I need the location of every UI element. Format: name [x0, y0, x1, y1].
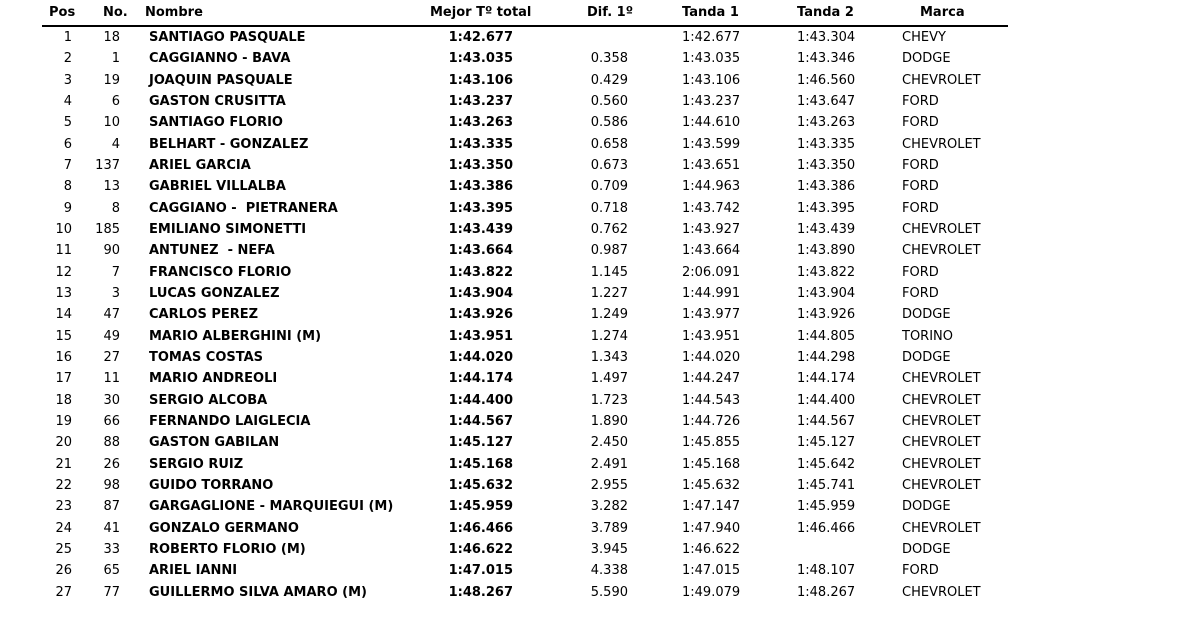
row-best-time: 1:44.174 [448, 371, 513, 387]
row-driver-name: GUIDO TORRANO [149, 477, 274, 493]
row-brand: FORD [902, 264, 939, 280]
row-best-time: 1:45.168 [448, 456, 513, 472]
row-driver-name: CAGGIANNO - BAVA [149, 51, 291, 67]
row-best-time: 1:46.622 [448, 541, 513, 557]
row-pos: 3 [63, 72, 72, 88]
row-brand: CHEVROLET [902, 456, 981, 472]
row-number: 4 [111, 136, 120, 152]
row-tanda2: 1:44.400 [797, 392, 856, 408]
row-diff: 3.789 [590, 520, 628, 536]
row-diff: 1.343 [590, 349, 628, 365]
row-tanda1: 1:44.543 [682, 392, 741, 408]
row-driver-name: EMILIANO SIMONETTI [149, 221, 307, 237]
row-driver-name: MARIO ANDREOLI [149, 371, 278, 387]
row-diff: 3.282 [590, 499, 628, 515]
row-tanda2: 1:43.346 [797, 51, 856, 67]
table-row [0, 518, 1200, 539]
row-number: 77 [103, 584, 120, 600]
row-diff: 1.249 [590, 307, 628, 323]
row-best-time: 1:43.035 [448, 51, 513, 67]
row-diff: 4.338 [590, 563, 628, 579]
row-pos: 27 [55, 584, 72, 600]
row-best-time: 1:45.127 [448, 435, 513, 451]
row-best-time: 1:44.020 [448, 349, 513, 365]
row-best-time: 1:43.335 [448, 136, 513, 152]
row-driver-name: TOMAS COSTAS [149, 349, 264, 365]
row-diff: 5.590 [590, 584, 628, 600]
table-row [0, 432, 1200, 453]
row-pos: 24 [55, 520, 72, 536]
row-tanda2: 1:45.741 [797, 477, 856, 493]
row-tanda2: 1:44.805 [797, 328, 856, 344]
table-row [0, 454, 1200, 475]
row-number: 27 [103, 349, 120, 365]
row-best-time: 1:43.386 [448, 179, 513, 195]
table-row [0, 368, 1200, 389]
row-number: 10 [103, 115, 120, 131]
table-row [0, 560, 1200, 581]
table-row [0, 112, 1200, 133]
row-pos: 22 [55, 477, 72, 493]
row-best-time: 1:44.567 [448, 413, 513, 429]
row-number: 11 [103, 371, 120, 387]
row-diff: 1.497 [590, 371, 628, 387]
header-tanda1: Tanda 1 [682, 5, 739, 20]
row-driver-name: GUILLERMO SILVA AMARO (M) [149, 584, 367, 600]
row-driver-name: ROBERTO FLORIO (M) [149, 541, 306, 557]
row-driver-name: ANTUNEZ - NEFA [149, 243, 275, 259]
row-tanda2: 1:45.642 [797, 456, 856, 472]
row-tanda1: 1:44.991 [682, 285, 741, 301]
row-pos: 8 [63, 179, 72, 195]
row-brand: CHEVROLET [902, 392, 981, 408]
row-pos: 19 [55, 413, 72, 429]
table-row [0, 347, 1200, 368]
row-tanda1: 1:43.951 [682, 328, 741, 344]
row-tanda2: 1:43.904 [797, 285, 856, 301]
row-number: 26 [103, 456, 120, 472]
row-tanda2: 1:43.439 [797, 221, 856, 237]
row-diff: 2.450 [590, 435, 628, 451]
row-tanda2: 1:43.890 [797, 243, 856, 259]
row-pos: 1 [63, 30, 72, 45]
row-driver-name: GASTON GABILAN [149, 435, 280, 451]
row-tanda1: 1:47.147 [682, 499, 741, 515]
row-diff: 0.987 [590, 243, 628, 259]
table-row [0, 390, 1200, 411]
row-best-time: 1:43.822 [448, 264, 513, 280]
row-number: 185 [95, 221, 120, 237]
row-pos: 17 [55, 371, 72, 387]
row-driver-name: GARGAGLIONE - MARQUIEGUI (M) [149, 499, 394, 515]
row-number: 33 [103, 541, 120, 557]
row-brand: CHEVROLET [902, 413, 981, 429]
header-pos: Pos [49, 5, 76, 20]
row-driver-name: LUCAS GONZALEZ [149, 285, 280, 301]
row-diff: 0.429 [590, 72, 628, 88]
row-pos: 26 [55, 563, 72, 579]
table-row [0, 48, 1200, 69]
table-row [0, 262, 1200, 283]
row-tanda2: 1:46.466 [797, 520, 856, 536]
row-number: 6 [111, 93, 120, 109]
row-driver-name: BELHART - GONZALEZ [149, 136, 309, 152]
table-row [0, 475, 1200, 496]
row-number: 98 [103, 477, 120, 493]
row-best-time: 1:43.904 [448, 285, 513, 301]
table-row [0, 411, 1200, 432]
row-driver-name: SANTIAGO FLORIO [149, 115, 283, 131]
row-tanda1: 1:43.651 [682, 157, 741, 173]
row-tanda1: 1:45.632 [682, 477, 741, 493]
row-best-time: 1:43.237 [448, 93, 513, 109]
row-driver-name: SERGIO RUIZ [149, 456, 244, 472]
row-tanda2: 1:44.567 [797, 413, 856, 429]
row-pos: 4 [63, 93, 72, 109]
row-best-time: 1:47.015 [448, 563, 513, 579]
row-tanda1: 1:49.079 [682, 584, 741, 600]
row-tanda1: 1:43.035 [682, 51, 741, 67]
row-driver-name: GONZALO GERMANO [149, 520, 299, 536]
row-brand: CHEVROLET [902, 243, 981, 259]
table-row [0, 240, 1200, 261]
row-brand: CHEVROLET [902, 520, 981, 536]
row-number: 7 [111, 264, 120, 280]
row-brand: FORD [902, 563, 939, 579]
row-best-time: 1:46.466 [448, 520, 513, 536]
table-row [0, 198, 1200, 219]
row-diff: 0.673 [590, 157, 628, 173]
row-number: 18 [103, 30, 120, 45]
table-row [0, 27, 1200, 48]
row-number: 65 [103, 563, 120, 579]
row-tanda1: 1:43.977 [682, 307, 741, 323]
row-brand: FORD [902, 200, 939, 216]
header-diff: Dif. 1º [587, 5, 634, 20]
row-best-time: 1:43.439 [448, 221, 513, 237]
row-pos: 11 [55, 243, 72, 259]
row-tanda2: 1:43.386 [797, 179, 856, 195]
row-number: 3 [111, 285, 120, 301]
row-pos: 6 [63, 136, 72, 152]
row-tanda1: 1:43.106 [682, 72, 741, 88]
row-pos: 18 [55, 392, 72, 408]
table-row [0, 134, 1200, 155]
row-driver-name: SERGIO ALCOBA [149, 392, 268, 408]
header-name: Nombre [145, 5, 203, 20]
row-tanda2: 1:43.395 [797, 200, 856, 216]
row-best-time: 1:45.959 [448, 499, 513, 515]
row-brand: DODGE [902, 51, 951, 67]
row-tanda1: 1:43.742 [682, 200, 741, 216]
row-pos: 12 [55, 264, 72, 280]
row-tanda2: 1:43.335 [797, 136, 856, 152]
row-pos: 10 [55, 221, 72, 237]
row-number: 47 [103, 307, 120, 323]
row-number: 1 [111, 51, 120, 67]
row-tanda1: 1:44.610 [682, 115, 741, 131]
row-tanda2: 1:46.560 [797, 72, 856, 88]
table-row [0, 283, 1200, 304]
table-row [0, 539, 1200, 560]
header-brand: Marca [920, 5, 965, 20]
row-driver-name: CAGGIANO - PIETRANERA [149, 200, 338, 216]
row-diff: 0.718 [590, 200, 628, 216]
row-brand: FORD [902, 115, 939, 131]
table-row [0, 326, 1200, 347]
row-pos: 20 [55, 435, 72, 451]
row-tanda2: 1:44.298 [797, 349, 856, 365]
row-diff: 1.227 [590, 285, 628, 301]
row-driver-name: GASTON CRUSITTA [149, 93, 286, 109]
row-tanda2: 1:45.959 [797, 499, 856, 515]
row-number: 41 [103, 520, 120, 536]
row-brand: FORD [902, 285, 939, 301]
row-brand: CHEVY [902, 30, 946, 45]
row-tanda1: 1:43.664 [682, 243, 741, 259]
row-best-time: 1:48.267 [448, 584, 513, 600]
row-best-time: 1:45.632 [448, 477, 513, 493]
row-diff: 1.890 [590, 413, 628, 429]
row-diff: 1.723 [590, 392, 628, 408]
table-row [0, 176, 1200, 197]
row-diff: 2.491 [590, 456, 628, 472]
row-brand: CHEVROLET [902, 371, 981, 387]
row-best-time: 1:43.926 [448, 307, 513, 323]
row-number: 19 [103, 72, 120, 88]
row-tanda2: 1:44.174 [797, 371, 856, 387]
row-diff: 2.955 [590, 477, 628, 493]
header-tanda2: Tanda 2 [797, 5, 854, 20]
table-row [0, 155, 1200, 176]
row-tanda1: 1:45.168 [682, 456, 741, 472]
header-best-time: Mejor Tº total [430, 5, 532, 20]
row-tanda1: 1:44.726 [682, 413, 741, 429]
row-best-time: 1:43.350 [448, 157, 513, 173]
row-tanda1: 1:43.599 [682, 136, 741, 152]
header-no: No. [103, 5, 128, 20]
row-pos: 15 [55, 328, 72, 344]
row-tanda2: 1:45.127 [797, 435, 856, 451]
row-tanda2: 1:48.107 [797, 563, 856, 579]
row-diff: 0.709 [590, 179, 628, 195]
row-diff: 0.658 [590, 136, 628, 152]
row-best-time: 1:43.106 [448, 72, 513, 88]
row-best-time: 1:43.263 [448, 115, 513, 131]
row-driver-name: FRANCISCO FLORIO [149, 264, 292, 280]
row-brand: CHEVROLET [902, 584, 981, 600]
row-tanda1: 1:45.855 [682, 435, 741, 451]
row-number: 137 [95, 157, 120, 173]
row-brand: CHEVROLET [902, 221, 981, 237]
row-diff: 0.560 [590, 93, 628, 109]
row-brand: FORD [902, 179, 939, 195]
row-tanda1: 1:47.015 [682, 563, 741, 579]
row-number: 13 [103, 179, 120, 195]
row-brand: TORINO [902, 328, 953, 344]
table-row [0, 496, 1200, 517]
row-brand: CHEVROLET [902, 477, 981, 493]
row-tanda2: 1:43.350 [797, 157, 856, 173]
row-diff: 0.762 [590, 221, 628, 237]
row-pos: 7 [63, 157, 72, 173]
row-tanda1: 1:43.927 [682, 221, 741, 237]
row-brand: CHEVROLET [902, 136, 981, 152]
row-driver-name: FERNANDO LAIGLECIA [149, 413, 311, 429]
row-driver-name: CARLOS PEREZ [149, 307, 259, 323]
row-tanda2: 1:48.267 [797, 584, 856, 600]
row-pos: 23 [55, 499, 72, 515]
row-pos: 5 [63, 115, 72, 131]
row-best-time: 1:44.400 [448, 392, 513, 408]
row-driver-name: SANTIAGO PASQUALE [149, 30, 306, 45]
row-brand: CHEVROLET [902, 72, 981, 88]
row-pos: 25 [55, 541, 72, 557]
row-brand: DODGE [902, 499, 951, 515]
row-diff: 1.145 [590, 264, 628, 280]
row-driver-name: MARIO ALBERGHINI (M) [149, 328, 322, 344]
row-tanda1: 1:44.247 [682, 371, 741, 387]
table-row [0, 304, 1200, 325]
row-diff: 3.945 [590, 541, 628, 557]
row-brand: FORD [902, 93, 939, 109]
row-driver-name: ARIEL IANNI [149, 563, 238, 579]
row-number: 30 [103, 392, 120, 408]
row-pos: 9 [63, 200, 72, 216]
row-brand: DODGE [902, 349, 951, 365]
row-number: 49 [103, 328, 120, 344]
row-driver-name: JOAQUIN PASQUALE [149, 72, 293, 88]
row-tanda2: 1:43.926 [797, 307, 856, 323]
row-pos: 13 [55, 285, 72, 301]
row-driver-name: ARIEL GARCIA [149, 157, 251, 173]
row-number: 87 [103, 499, 120, 515]
row-diff: 0.586 [590, 115, 628, 131]
row-number: 8 [111, 200, 120, 216]
row-tanda2: 1:43.647 [797, 93, 856, 109]
table-row [0, 219, 1200, 240]
row-tanda1: 1:43.237 [682, 93, 741, 109]
row-number: 90 [103, 243, 120, 259]
table-row [0, 91, 1200, 112]
row-pos: 2 [63, 51, 72, 67]
row-brand: FORD [902, 157, 939, 173]
row-brand: DODGE [902, 541, 951, 557]
row-best-time: 1:43.395 [448, 200, 513, 216]
row-tanda2: 1:43.822 [797, 264, 856, 280]
row-tanda2: 1:43.304 [797, 30, 856, 45]
row-best-time: 1:43.951 [448, 328, 513, 344]
row-best-time: 1:43.664 [448, 243, 513, 259]
row-tanda1: 1:44.963 [682, 179, 741, 195]
row-tanda1: 2:06.091 [682, 264, 741, 280]
row-pos: 21 [55, 456, 72, 472]
table-row [0, 582, 1200, 603]
row-best-time: 1:42.677 [448, 30, 513, 45]
row-number: 88 [103, 435, 120, 451]
row-tanda2: 1:43.263 [797, 115, 856, 131]
row-pos: 14 [55, 307, 72, 323]
row-tanda1: 1:42.677 [682, 30, 741, 45]
row-tanda1: 1:44.020 [682, 349, 741, 365]
row-tanda1: 1:47.940 [682, 520, 741, 536]
row-number: 66 [103, 413, 120, 429]
row-driver-name: GABRIEL VILLALBA [149, 179, 286, 195]
row-pos: 16 [55, 349, 72, 365]
table-row [0, 70, 1200, 91]
row-brand: CHEVROLET [902, 435, 981, 451]
row-diff: 0.358 [590, 51, 628, 67]
row-tanda1: 1:46.622 [682, 541, 741, 557]
row-brand: DODGE [902, 307, 951, 323]
row-diff: 1.274 [590, 328, 628, 344]
